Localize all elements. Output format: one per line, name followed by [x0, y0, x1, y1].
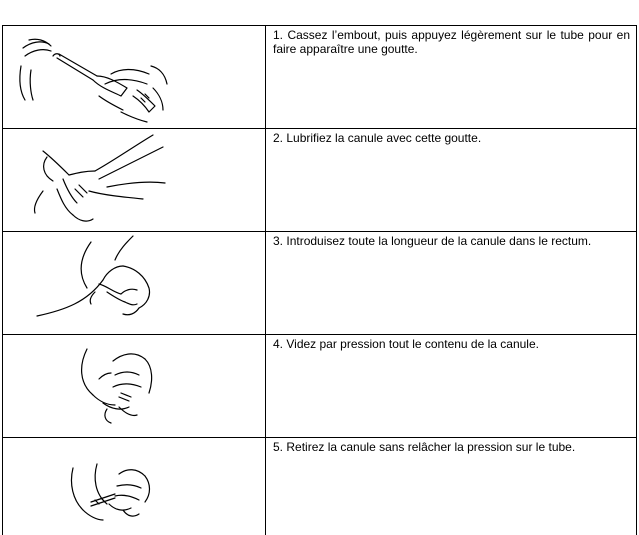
instruction-table: [2, 25, 637, 535]
step-1-number: 1.: [273, 28, 283, 42]
step-3-illustration-cell: [3, 232, 266, 335]
step-row-3: [3, 232, 637, 335]
step-5-illustration-cell: [3, 438, 266, 535]
step-3-number: 3.: [273, 234, 283, 248]
step-4-text-cell: [266, 335, 637, 438]
withdrawing-cannula-icon: [3, 438, 265, 533]
step-row-5: [3, 438, 637, 535]
inserting-cannula-icon: [3, 232, 265, 332]
step-row-4: [3, 335, 637, 438]
step-5-number: 5.: [273, 440, 283, 454]
step-4-number: 4.: [273, 337, 283, 351]
hand-lubricating-cannula-icon: [3, 129, 265, 229]
step-2-illustration-cell: [3, 129, 266, 232]
step-4-text: Videz par pression tout le contenu de la canule.: [286, 337, 539, 351]
step-2-text-cell: [266, 129, 637, 232]
step-1-text: Cassez l’embout, puis appuyez légèrement sur le tube pour en faire apparaître une goutte.: [273, 28, 630, 56]
step-5-text-cell: [266, 438, 637, 535]
step-2-number: 2.: [273, 131, 283, 145]
hand-breaking-tube-tip-icon: [3, 26, 265, 126]
step-row-2: [3, 129, 637, 232]
step-4-illustration-cell: [3, 335, 266, 438]
step-2-text: Lubrifiez la canule avec cette goutte.: [286, 131, 481, 145]
step-5-text: Retirez la canule sans relâcher la pression sur le tube.: [286, 440, 575, 454]
step-1-text-cell: [266, 26, 637, 129]
step-3-text-cell: [266, 232, 637, 335]
step-3-text: Introduisez toute la longueur de la canule dans le rectum.: [286, 234, 591, 248]
squeezing-tube-icon: [3, 335, 265, 435]
step-row-1: [3, 26, 637, 129]
step-1-illustration-cell: [3, 26, 266, 129]
